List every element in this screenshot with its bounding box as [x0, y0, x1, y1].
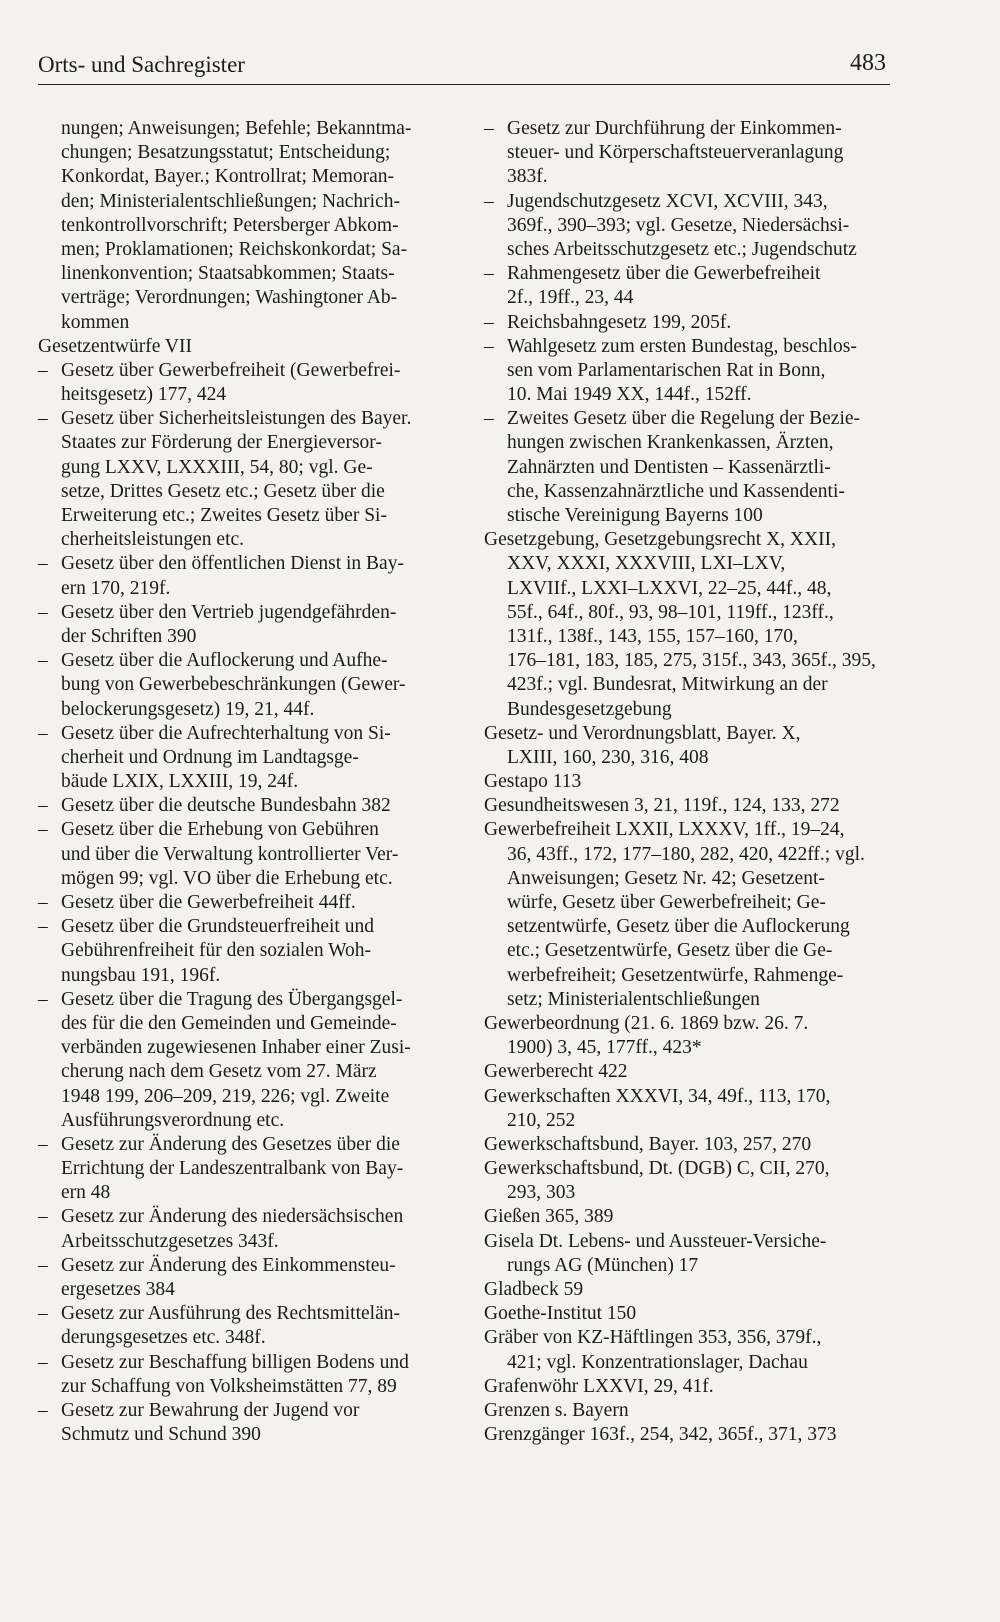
subentry-dash: – [484, 335, 494, 357]
index-line-text: Gießen 365, 389 [484, 1206, 614, 1228]
index-line [484, 746, 894, 770]
index-line [38, 480, 448, 504]
index-line [38, 190, 448, 214]
subentry-dash: – [38, 916, 48, 938]
index-line-text: Gesetz über die Gewerbefreiheit 44ff. [61, 892, 356, 913]
index-line-text: Gesetz über die Aufrechterhaltung von Si- [61, 722, 391, 744]
index-line [484, 480, 894, 504]
index-line-text: ern 170, 219f. [61, 577, 171, 599]
index-line [38, 746, 448, 770]
index-line [38, 238, 448, 262]
index-line-text: chungen; Besatzungsstatut; Entscheidung; [61, 142, 391, 164]
index-line [38, 117, 448, 141]
index-line [484, 286, 894, 310]
index-line-text: Grenzen s. Bayern [484, 1399, 629, 1421]
subentry-dash: – [484, 263, 494, 285]
index-line-text: Staates zur Förderung der Energieversor- [61, 432, 382, 454]
index-line-text: 176–181, 183, 185, 275, 315f., 343, 365f., 395, [507, 650, 876, 672]
index-line [484, 456, 894, 480]
index-line-text: bäude LXIX, LXXIII, 19, 24f. [61, 771, 299, 793]
index-line-text: nungsbau 191, 196f. [61, 964, 221, 986]
index-line [484, 214, 894, 238]
index-line-text: Zweites Gesetz über die Regelung der Bezie- [507, 408, 861, 430]
index-line [38, 214, 448, 238]
index-line [484, 504, 894, 528]
index-line [484, 1109, 894, 1133]
running-header [38, 50, 890, 85]
index-line [38, 1375, 448, 1399]
index-line [38, 673, 448, 697]
index-line [38, 1205, 448, 1229]
subentry-dash: – [38, 359, 48, 381]
index-line [484, 359, 894, 383]
index-line [38, 407, 448, 431]
index-line-text: XXV, XXXI, XXXVIII, LXI–LXV, [507, 553, 786, 575]
index-line [484, 552, 894, 576]
index-line-text: Grafenwöhr LXXVI, 29, 41f. [484, 1375, 714, 1397]
index-line [484, 1085, 894, 1109]
index-line-text: Gisela Dt. Lebens- und Aussteuer-Versiche- [484, 1230, 827, 1252]
index-line [38, 1423, 448, 1447]
index-line-text: Gesetz über Gewerbefreiheit (Gewerbefrei- [61, 359, 401, 381]
index-line-text: Arbeitsschutzgesetzes 343f. [61, 1230, 279, 1252]
index-line-text: Zahnärzten und Dentisten – Kassenärztli- [507, 456, 831, 478]
index-line [484, 165, 894, 189]
index-line-text: Erweiterung etc.; Zweites Gesetz über Si- [61, 505, 387, 526]
index-line [38, 988, 448, 1012]
index-line-text: mögen 99; vgl. VO über die Erhebung etc. [61, 867, 393, 889]
index-line [484, 1012, 894, 1036]
index-line-text: verbänden zugewiesenen Inhaber einer Zusi- [61, 1037, 411, 1059]
index-line-text: Reichsbahngesetz 199, 205f. [507, 311, 732, 333]
index-line [38, 1254, 448, 1278]
index-line-text: Gebührenfreiheit für den sozialen Woh- [61, 940, 371, 962]
index-line [484, 1230, 894, 1254]
index-line-text: zur Schaffung von Volksheimstätten 77, 89 [61, 1375, 397, 1397]
index-line [38, 964, 448, 988]
index-line-text: che, Kassenzahnärztliche und Kassendenti- [507, 480, 845, 502]
index-line [484, 964, 894, 988]
index-line-text: Gesetz zur Ausführung des Rechtsmittelän- [61, 1303, 400, 1325]
index-line-text: Rahmengesetz über die Gewerbefreiheit [507, 263, 821, 285]
index-line [38, 141, 448, 165]
subentry-dash: – [38, 1351, 48, 1373]
subentry-dash: – [484, 311, 494, 333]
index-line [484, 722, 894, 746]
index-line [38, 1085, 448, 1109]
index-line-text: Bundesgesetzgebung [507, 698, 672, 720]
index-line [38, 1109, 448, 1133]
index-line [38, 601, 448, 625]
index-line [484, 238, 894, 262]
index-line-text: Gesetz über die Tragung des Übergangsgel- [61, 988, 403, 1010]
index-line [38, 770, 448, 794]
index-line [38, 1399, 448, 1423]
index-line [484, 407, 894, 431]
index-line-text: Errichtung der Landeszentralbank von Bay- [61, 1158, 404, 1180]
index-line [484, 939, 894, 963]
index-line-text: 423f.; vgl. Bundesrat, Mitwirkung an der [507, 674, 828, 696]
index-line [38, 915, 448, 939]
index-line [484, 818, 894, 842]
index-line [484, 988, 894, 1012]
index-line-text: cherheitsleistungen etc. [61, 529, 245, 551]
index-line-text: und über die Verwaltung kontrollierter Ver- [61, 843, 399, 865]
index-line [484, 311, 894, 335]
index-line [484, 794, 894, 818]
index-line [484, 335, 894, 359]
index-line [38, 311, 448, 335]
subentry-dash: – [38, 795, 48, 817]
subentry-dash: – [38, 1206, 48, 1228]
index-line [484, 649, 894, 673]
index-line-text: Gesetz über die Erhebung von Gebühren [61, 819, 379, 841]
index-line-text: Gewerkschaften XXXVI, 34, 49f., 113, 170, [484, 1085, 831, 1107]
index-line-text: Gladbeck 59 [484, 1279, 584, 1300]
index-column-right [484, 117, 894, 1447]
index-line-text: linenkonvention; Staatsabkommen; Staats- [61, 263, 395, 285]
index-line [484, 1375, 894, 1399]
index-line-text: Gesetz über die Auflockerung und Aufhe- [61, 650, 388, 672]
index-line-text: Gesetz- und Verordnungsblatt, Bayer. X, [484, 722, 801, 744]
index-line-text: setzentwürfe, Gesetz über die Auflockerung [507, 916, 850, 938]
index-line [484, 1326, 894, 1350]
index-line [484, 1423, 894, 1447]
running-title: Orts- und Sachregister [38, 52, 245, 77]
index-line-text: sen vom Parlamentarischen Rat in Bonn, [507, 359, 826, 381]
index-line [38, 1060, 448, 1084]
index-line-text: 10. Mai 1949 XX, 144f., 152ff. [507, 384, 752, 406]
index-line [484, 915, 894, 939]
index-line [484, 673, 894, 697]
subentry-dash: – [38, 819, 48, 841]
index-line [38, 383, 448, 407]
index-line-text: Gesetz zur Beschaffung billigen Bodens und [61, 1351, 409, 1373]
index-line-text: hungen zwischen Krankenkassen, Ärzten, [507, 432, 834, 454]
index-line [484, 528, 894, 552]
index-line-text: etc.; Gesetzentwürfe, Gesetz über die Ge- [507, 940, 833, 962]
index-line-text: belockerungsgesetz) 19, 21, 44f. [61, 698, 315, 720]
index-line [484, 1399, 894, 1423]
index-line-text: Anweisungen; Gesetz Nr. 42; Gesetzent- [507, 867, 825, 889]
subentry-dash: – [38, 1133, 48, 1155]
index-line [38, 794, 448, 818]
index-column-left [38, 117, 448, 1447]
index-line-text: 131f., 138f., 143, 155, 157–160, 170, [507, 625, 798, 647]
index-line [38, 867, 448, 891]
index-line-text: 1948 199, 206–209, 219, 226; vgl. Zweite [61, 1085, 390, 1107]
index-line [484, 1302, 894, 1326]
index-line-text: Gesetz zur Bewahrung der Jugend vor [61, 1399, 360, 1421]
index-line-text: verträge; Verordnungen; Washingtoner Ab- [61, 287, 398, 309]
index-line [484, 843, 894, 867]
index-line-text: Wahlgesetz zum ersten Bundestag, beschlos- [507, 335, 857, 357]
index-line [38, 456, 448, 480]
index-line [38, 1133, 448, 1157]
index-line-text: Gewerkschaftsbund, Dt. (DGB) C, CII, 270, [484, 1158, 830, 1180]
index-line [38, 625, 448, 649]
index-line [484, 698, 894, 722]
index-line [38, 262, 448, 286]
index-line-text: setz; Ministerialentschließungen [507, 988, 760, 1010]
index-line-text: ern 48 [61, 1182, 111, 1204]
index-line [38, 431, 448, 455]
index-line [38, 335, 448, 359]
subentry-dash: – [38, 892, 48, 913]
index-line-text: Gesetz über die Grundsteuerfreiheit und [61, 916, 374, 938]
index-line-text: den; Ministerialentschließungen; Nachrich- [61, 190, 400, 212]
index-line-text: Gesetz über die deutsche Bundesbahn 382 [61, 795, 391, 817]
subentry-dash: – [38, 601, 48, 623]
index-line [38, 1278, 448, 1302]
index-line-text: 383f. [507, 166, 548, 188]
index-line-text: Schmutz und Schund 390 [61, 1424, 261, 1446]
index-line-text: 55f., 64f., 80f., 93, 98–101, 119ff., 123ff., [507, 601, 834, 623]
index-line-text: LXVIIf., LXXI–LXXVI, 22–25, 44f., 48, [507, 577, 832, 599]
index-line-text: men; Proklamationen; Reichskonkordat; Sa- [61, 238, 408, 260]
index-line-text: cherheit und Ordnung im Landtagsge- [61, 746, 359, 768]
index-line-text: Goethe-Institut 150 [484, 1303, 637, 1325]
index-line-text: cherung nach dem Gesetz vom 27. März [61, 1061, 377, 1083]
index-line-text: gung LXXV, LXXXIII, 54, 80; vgl. Ge- [61, 456, 373, 478]
index-line [484, 891, 894, 915]
index-line [38, 1157, 448, 1181]
index-line [38, 359, 448, 383]
page-number: 483 [850, 50, 886, 76]
index-line [484, 383, 894, 407]
index-line [38, 698, 448, 722]
index-line-text: werbefreiheit; Gesetzentwürfe, Rahmenge- [507, 964, 844, 986]
index-line-text: 1900) 3, 45, 177ff., 423* [507, 1037, 702, 1059]
index-line [38, 722, 448, 746]
index-line [484, 262, 894, 286]
index-line-text: heitsgesetz) 177, 424 [61, 384, 227, 406]
subentry-dash: – [38, 1254, 48, 1276]
index-line [38, 1036, 448, 1060]
index-line-text: LXIII, 160, 230, 316, 408 [507, 746, 709, 768]
index-line-text: bung von Gewerbebeschränkungen (Gewer- [61, 674, 406, 696]
index-line [38, 528, 448, 552]
index-line-text: Gewerbefreiheit LXXII, LXXXV, 1ff., 19–24, [484, 819, 845, 841]
subentry-dash: – [484, 408, 494, 430]
index-line-text: Gestapo 113 [484, 771, 582, 793]
index-line-text: kommen [61, 311, 130, 333]
index-line [484, 431, 894, 455]
index-line [484, 1278, 894, 1302]
index-line-text: Gewerbeordnung (21. 6. 1869 bzw. 26. 7. [484, 1012, 809, 1034]
index-line-text: Grenzgänger 163f., 254, 342, 365f., 371, 373 [484, 1424, 837, 1446]
subentry-dash: – [484, 118, 494, 139]
index-line-text: 210, 252 [507, 1109, 576, 1131]
index-line [38, 1230, 448, 1254]
index-line-text: 293, 303 [507, 1182, 576, 1204]
index-line [38, 649, 448, 673]
index-line [484, 1060, 894, 1084]
index-line-text: Gesetz zur Änderung des niedersächsischen [61, 1206, 404, 1228]
index-line [484, 1254, 894, 1278]
subentry-dash: – [38, 988, 48, 1010]
index-line [38, 165, 448, 189]
index-line-text: des für die den Gemeinden und Gemeinde- [61, 1012, 397, 1034]
index-line-text: Jugendschutzgesetz XCVI, XCVIII, 343, [507, 190, 828, 212]
index-line-text: Gesetzgebung, Gesetzgebungsrecht X, XXII, [484, 529, 836, 551]
subentry-dash: – [484, 190, 494, 212]
index-line [484, 577, 894, 601]
index-line-text: rungs AG (München) 17 [507, 1254, 699, 1276]
index-line [484, 190, 894, 214]
index-line-text: 2f., 19ff., 23, 44 [507, 287, 634, 309]
index-line-text: steuer- und Körperschaftsteuerveranlagung [507, 142, 844, 164]
index-line-text: stische Vereinigung Bayerns 100 [507, 505, 763, 526]
index-line [484, 141, 894, 165]
index-line [484, 1133, 894, 1157]
index-line-text: Konkordat, Bayer.; Kontrollrat; Memoran- [61, 166, 395, 188]
index-line [484, 1181, 894, 1205]
index-line [38, 1326, 448, 1350]
index-line-text: derungsgesetzes etc. 348f. [61, 1327, 266, 1349]
index-line [484, 867, 894, 891]
index-line-text: Gräber von KZ-Häftlingen 353, 356, 379f., [484, 1327, 822, 1349]
index-line-text: Gesetz über den öffentlichen Dienst in Bay- [61, 553, 404, 575]
index-line [38, 891, 448, 915]
index-line-text: Gesetz zur Änderung des Gesetzes über die [61, 1133, 400, 1155]
index-line [484, 770, 894, 794]
index-line-text: nungen; Anweisungen; Befehle; Bekanntma- [61, 118, 412, 139]
subentry-dash: – [38, 650, 48, 672]
subentry-dash: – [38, 408, 48, 430]
index-line-text: sches Arbeitsschutzgesetz etc.; Jugendschutz [507, 238, 857, 260]
index-line [484, 1351, 894, 1375]
index-line [484, 601, 894, 625]
subentry-dash: – [38, 1399, 48, 1421]
index-line-text: 369f., 390–393; vgl. Gesetze, Niedersächsi- [507, 214, 850, 236]
index-line [38, 1351, 448, 1375]
index-line-text: tenkontrollvorschrift; Petersberger Abkom- [61, 214, 399, 236]
index-line [484, 625, 894, 649]
index-line [484, 1036, 894, 1060]
index-line-text: Gesetzentwürfe VII [38, 335, 192, 357]
subentry-dash: – [38, 553, 48, 575]
index-line-text: ergesetzes 384 [61, 1279, 175, 1300]
index-line-text: Gewerberecht 422 [484, 1061, 628, 1083]
index-line [38, 939, 448, 963]
index-line-text: Gesundheitswesen 3, 21, 119f., 124, 133, 272 [484, 795, 840, 817]
index-line [38, 818, 448, 842]
index-line [38, 286, 448, 310]
index-line-text: Ausführungsverordnung etc. [61, 1109, 285, 1131]
index-line [38, 843, 448, 867]
index-line [38, 504, 448, 528]
index-line [38, 577, 448, 601]
index-line-text: Gesetz zur Durchführung der Einkommen- [507, 118, 842, 139]
index-line-text: Gesetz zur Änderung des Einkommensteu- [61, 1254, 396, 1276]
index-line-text: Gewerkschaftsbund, Bayer. 103, 257, 270 [484, 1133, 812, 1155]
index-line [38, 552, 448, 576]
index-line-text: setze, Drittes Gesetz etc.; Gesetz über die [61, 480, 385, 502]
index-line-text: 421; vgl. Konzentrationslager, Dachau [507, 1351, 808, 1373]
index-line [484, 1205, 894, 1229]
index-line [38, 1012, 448, 1036]
index-line [484, 117, 894, 141]
index-line-text: der Schriften 390 [61, 625, 197, 647]
index-line [38, 1181, 448, 1205]
subentry-dash: – [38, 722, 48, 744]
index-line [38, 1302, 448, 1326]
index-line-text: 36, 43ff., 172, 177–180, 282, 420, 422ff.; vgl. [507, 843, 865, 865]
index-line-text: Gesetz über Sicherheitsleistungen des Bayer. [61, 408, 412, 430]
index-line-text: würfe, Gesetz über Gewerbefreiheit; Ge- [507, 892, 826, 913]
index-line-text: Gesetz über den Vertrieb jugendgefährden- [61, 601, 397, 623]
subentry-dash: – [38, 1303, 48, 1325]
index-line [484, 1157, 894, 1181]
